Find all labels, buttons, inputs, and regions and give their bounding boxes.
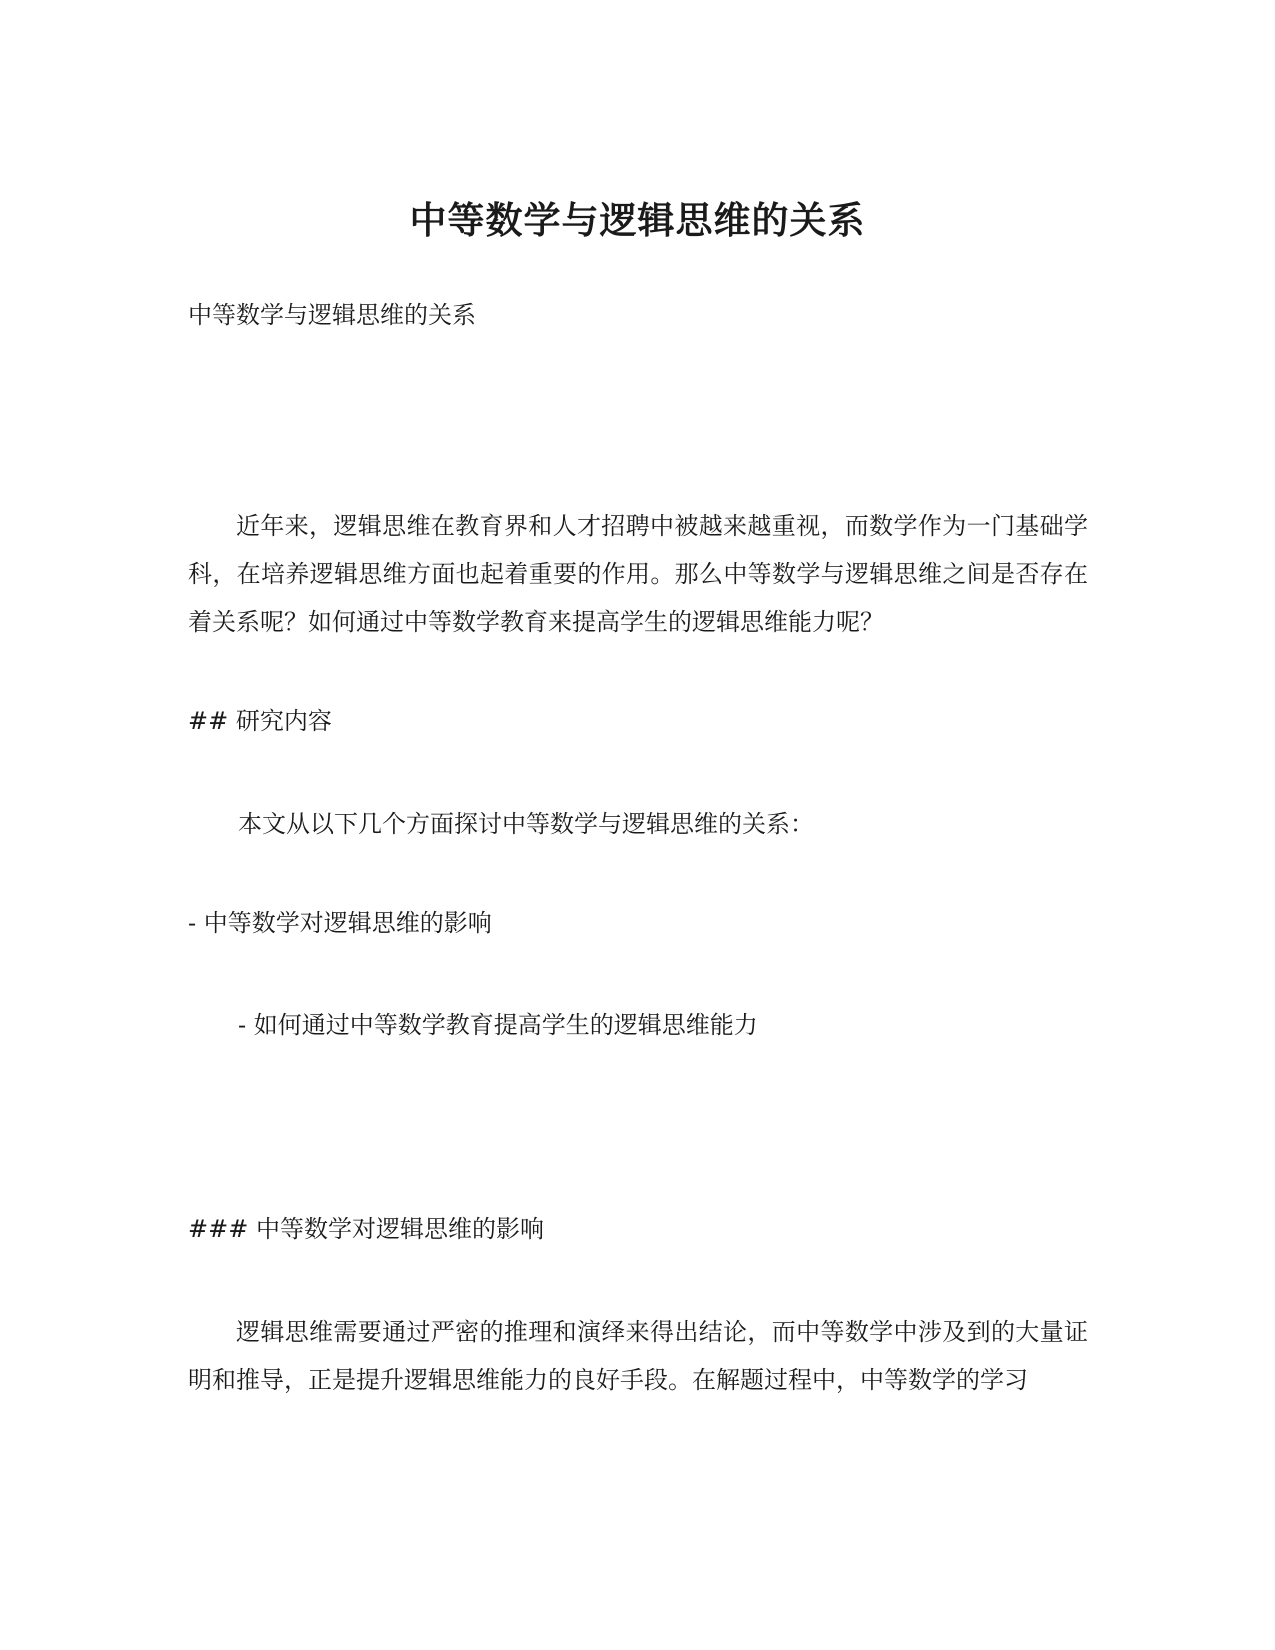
document-title: 中等数学与逻辑思维的关系 [409,198,866,242]
section-intro: 本文从以下几个方面探讨中等数学与逻辑思维的关系： [238,810,814,838]
subsection-paragraph: 逻辑思维需要通过严密的推理和演绎来得出结论，而中等数学中涉及到的大量证明和推导，正是提升逻辑思维能力的良好手段。在解题过程中，中等数学的学习 [188,1318,1088,1394]
list-item: - 如何通过中等数学教育提高学生的逻辑思维能力 [238,1011,758,1039]
subsection-heading: ### 中等数学对逻辑思维的影响 [188,1215,544,1243]
intro-paragraph: 近年来，逻辑思维在教育界和人才招聘中被越来越重视，而数学作为一门基础学科，在培养逻辑思维方面也起着重要的作用。那么中等数学与逻辑思维之间是否存在着关系呢？如何通过中等数学教育来提高学生的逻辑思维能力呢？ [188,512,1088,636]
document-subtitle: 中等数学与逻辑思维的关系 [188,301,476,329]
list-item: - 中等数学对逻辑思维的影响 [188,909,492,937]
section-heading: ## 研究内容 [188,707,332,735]
